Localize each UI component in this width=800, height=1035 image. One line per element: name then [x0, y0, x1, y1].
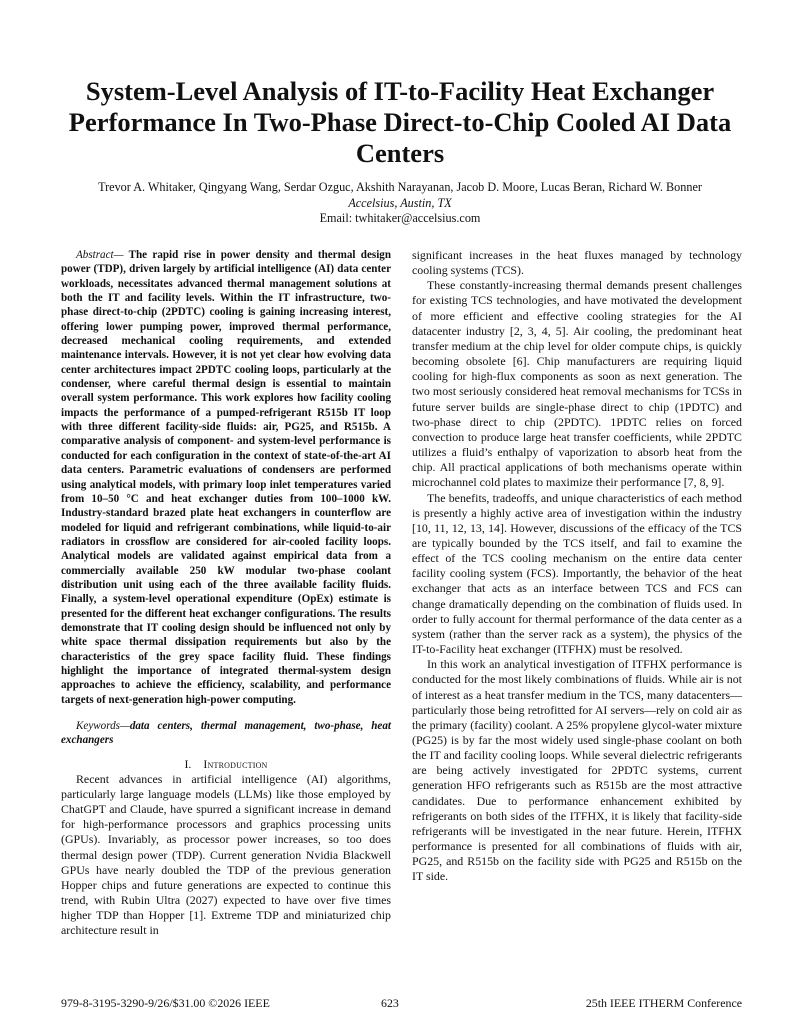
left-column — [61, 248, 391, 939]
footer-copyright: 979-8-3195-3290-9/26/$31.00 ©2026 IEEE — [61, 996, 270, 1010]
abstract-label: Abstract— — [76, 249, 124, 261]
body-paragraph-2: These constantly-increasing thermal demands present challenges for existing TCS technologies, and have motivated the development of more efficient and effective cooling strategies for the AI datacenter industry [2, 3, 4, 5]. Air cooling, the predominant heat transfer medium at the chip level for older compute chips, is quickly becoming obsolete [6]. Chip manufacturers are requiring liquid cooling for high-flux components as soon as next generation. The two most seriously considered heat removal mechanisms for TCSs in future server builds are single-phase direct to chip (1PDTC) and two-phase direct to chip (2PDTC). 1PDTC relies on forced convection to produce large heat transfer coefficients, while 2PDTC utilizes a fluid’s enthalpy of vaporization to absorb heat from the chip. All practical applications of both mechanisms operate within microchannel cold plates to maximize their performance [7, 8, 9]. — [412, 278, 742, 490]
abstract-text: The rapid rise in power density and thermal design power (TDP), driven largely by artificial intelligence (AI) data center workloads, necessitates advanced thermal management solutions at both the IT and facility levels. Within the IT infrastructure, two-phase direct-to-chip (2PDTC) cooling is gaining increasing interest, offering lower pumping power, improved thermal performance, decreased mechanical cooling requirements, and extended maintenance intervals. However, it is not yet clear how evolving data center architectures impact 2PDTC cooling loops, particularly at the condenser, where careful thermal design is essential to maintain overall system performance. This work explores how facility cooling impacts the performance of a pumped-refrigerant R515b IT loop with three different facility-side fluids: air, PG25, and R515b. A comparative analysis of component- and system-level performance is conducted for each configuration in the context of state-of-the-art AI data centers. Parametric evaluations of condensers are performed using analytical models, with primary loop inlet temperatures varied from 10–50 °C and heat exchanger duties from 100–1000 kW. Industry-standard brazed plate heat exchangers in counterflow are modeled for liquid and refrigerant combinations, while liquid-to-air radiators in crossflow are considered for air-cooled facility loops. Analytical models are validated against empirical data from a commercially available 250 kW modular two-phase coolant distribution unit using each of the three available facility fluids. Finally, a system-level operational expenditure (OpEx) estimate is presented for the different heat exchanger configurations. The results demonstrate that IT cooling design should be influenced not only by white space thermal dissipation requirements but also by the characteristics of the grey space facility fluid. These findings highlight the importance of integrated thermal-system design approaches to achieve the efficiency, scalability, and performance targets of next-generation high-power computing. — [61, 249, 391, 706]
paper-title: System-Level Analysis of IT-to-Facility Heat Exchanger Performance In Two-Phase Direct-to-Chip Cooled AI Data Centers — [68, 76, 732, 168]
keywords — [61, 719, 391, 748]
page-number: 623 — [381, 996, 399, 1010]
body-paragraph-1: Recent advances in artificial intelligence (AI) algorithms, particularly large language models (LLMs) like those employed by ChatGPT and Claude, have spurred a significant increase in demand for high-performance processors and graphics processing units (GPUs). Invariably, as processor power increases, so too does thermal design power (TDP). Current generation Nvidia Blackwell GPUs have nearly doubled the TDP of the previous generation Hopper chips and future generations are expected to continue this trend, with Rubin Ultra (2027) expected to have over five times higher TDP than Hopper [1]. Extreme TDP and miniaturized chip architecture result in — [61, 771, 391, 938]
keywords-text: data centers, thermal management, two-phase, heat exchangers — [61, 720, 391, 747]
footer-conference: 25th IEEE ITHERM Conference — [585, 996, 742, 1010]
section-number: I. — [184, 756, 192, 771]
affiliation: Accelsius, Austin, TX — [348, 195, 452, 210]
right-column — [412, 248, 742, 885]
section-heading-introduction — [61, 757, 391, 772]
body-paragraph-3: The benefits, tradeoffs, and unique characteristics of each method is presently a highly active area of investigation within the industry [10, 11, 12, 13, 14]. However, discussions of the efficacy of the TCS are typically bounded by the TCS itself, and fail to examine the effect of the TCS cooling mechanism on the entire data center facility cooling system (FCS). Importantly, the behavior of the heat exchanger that acts as an interface between TCS and FCS can change dramatically depending on the combination of fluids used. In order to fully account for thermal performance of the data center as a system (rather than the server rack as a system), the physics of the IT-to-Facility heat exchanger (ITFHX) must be resolved. — [412, 490, 742, 657]
author-list: Trevor A. Whitaker, Qingyang Wang, Serdar Ozguc, Akshith Narayanan, Jacob D. Moore, Lucas Beran, Richard W. Bonner — [98, 180, 702, 194]
email: Email: twhitaker@accelsius.com — [319, 211, 481, 225]
body-paragraph-1-continued: significant increases in the heat fluxes managed by technology cooling systems (TCS). — [412, 248, 742, 278]
body-paragraph-4: In this work an analytical investigation of ITFHX performance is conducted for the most likely combinations of fluids. While air is not of interest as a heat transfer medium in the TCS, many datacenters—particularly those being retrofitted for AI servers—rely on cold air as the primary (facility) coolant. A 25% propylene glycol-water mixture (PG25) is by far the most widely used single-phase coolant on both the IT and facility cooling loops. While several dielectric refrigerants are being actively investigated for 2PDTC systems, current generation HFO refrigerants such as R515b are the most attractive candidates. Due to performance enhancement exhibited by refrigerants on both sides of the ITFHX, it is likely that facility-side refrigerants will be investigated in the near future. Herein, ITFHX performance is presented for all combinations of fluids with air, PG25, and R515b on the facility side with PG25 and R515b on the IT side. — [412, 657, 742, 884]
section-title: Introduction — [203, 756, 268, 771]
abstract — [61, 248, 391, 707]
author-block — [40, 180, 760, 227]
keywords-label: Keywords— — [76, 720, 130, 732]
